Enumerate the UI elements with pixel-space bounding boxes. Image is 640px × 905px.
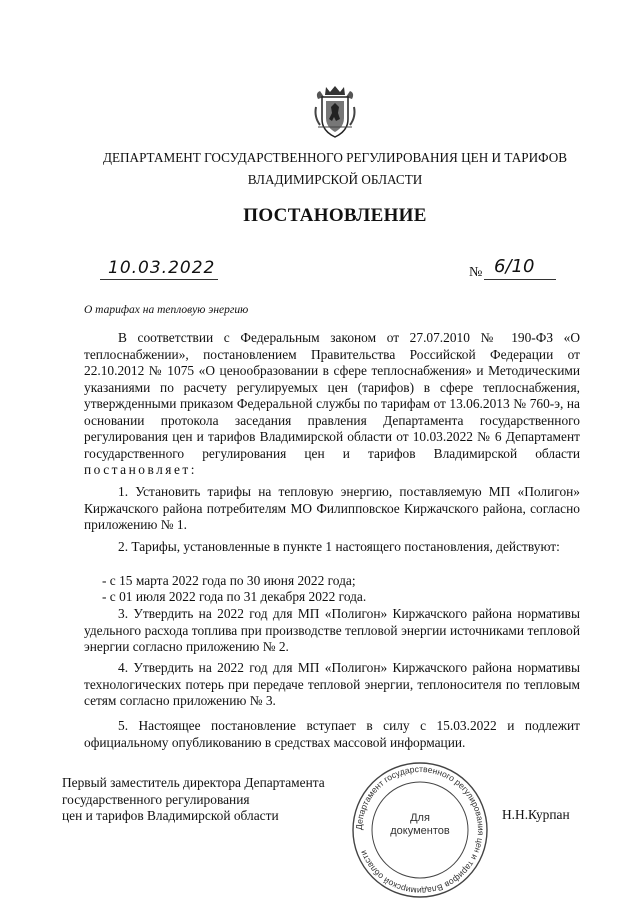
department-title: ДЕПАРТАМЕНТ ГОСУДАРСТВЕННОГО РЕГУЛИРОВАНИЯ ЦЕН И ТАРИФОВ — [102, 150, 568, 165]
intro-text: В соответствии с Федеральным законом от 27.07.2010 № 190-ФЗ «О теплоснабжении», постановлением Правительства Российской Федерации от 22.10.2012 № 1075 «О ценообразовании в сфере теплоснабжения» и Методическими указаниями по расчету регулируемых цен (тарифов) в сфере теплоснабжения, утвержденными приказом Федеральной службы по тарифам от 13.06.2013 № 760-э, на основании протокола заседания правления Департамента государственного регулирования цен и тарифов Владимирской области от 10.03.2022 № 6 Департамент государственного регулирования цен и тарифов Владимирской области — [84, 330, 580, 461]
intro-paragraph — [84, 330, 580, 479]
number-underline — [484, 279, 556, 280]
signer-position-line-3: цен и тарифов Владимирской области — [62, 808, 279, 823]
document-type-title: ПОСТАНОВЛЕНИЕ — [243, 205, 427, 226]
department-region: ВЛАДИМИРСКОЙ ОБЛАСТИ — [247, 172, 423, 187]
signer-position-line-2: государственного регулирования — [62, 791, 250, 807]
signer-name: Н.Н.Курпан — [502, 807, 570, 822]
document-subject: О тарифах на тепловую энергию — [84, 304, 249, 316]
stamp-center-text — [380, 812, 460, 838]
document-number: 6/10 — [494, 256, 535, 277]
item-3: 3. Утвердить на 2022 год для МП «Полигон» Киржачского района нормативы удельного расхода топлива при производстве тепловой энергии источниками тепловой энергии согласно приложению № 2. — [84, 606, 580, 654]
item-2: 2. Тарифы, установленные в пункте 1 настоящего постановления, действуют: — [118, 539, 560, 554]
number-label: № — [469, 265, 483, 280]
stamp-ring-text: Департамент государственного регулирования цен и тарифов Владимирской области — [353, 763, 487, 897]
signer-position — [62, 775, 325, 825]
coat-of-arms-icon — [312, 83, 358, 141]
stamp-center-line-2: документов — [390, 825, 450, 837]
item-2-bullet-1: - с 15 марта 2022 года по 30 июня 2022 года; — [102, 573, 356, 588]
signer-position-line-1: Первый заместитель директора Департамента — [62, 775, 325, 790]
date-underline — [100, 279, 218, 280]
document-date: 10.03.2022 — [108, 258, 216, 278]
intro-keyword: постановляет: — [84, 462, 197, 477]
item-4: 4. Утвердить на 2022 год для МП «Полигон» Киржачского района нормативы технологических потерь при передаче тепловой энергии, теплоносителя по тепловым сетям согласно приложению № 3. — [84, 660, 580, 708]
item-5: 5. Настоящее постановление вступает в силу с 15.03.2022 и подлежит официальному опубликованию в средствах массовой информации. — [84, 718, 580, 750]
item-2-bullet-2: - с 01 июля 2022 года по 31 декабря 2022 года. — [102, 589, 367, 604]
item-1: 1. Установить тарифы на тепловую энергию, поставляемую МП «Полигон» Киржачского района потребителям МО Филипповское Киржачского района, согласно приложению № 1. — [84, 484, 580, 532]
stamp-center-line-1: Для — [410, 812, 430, 824]
